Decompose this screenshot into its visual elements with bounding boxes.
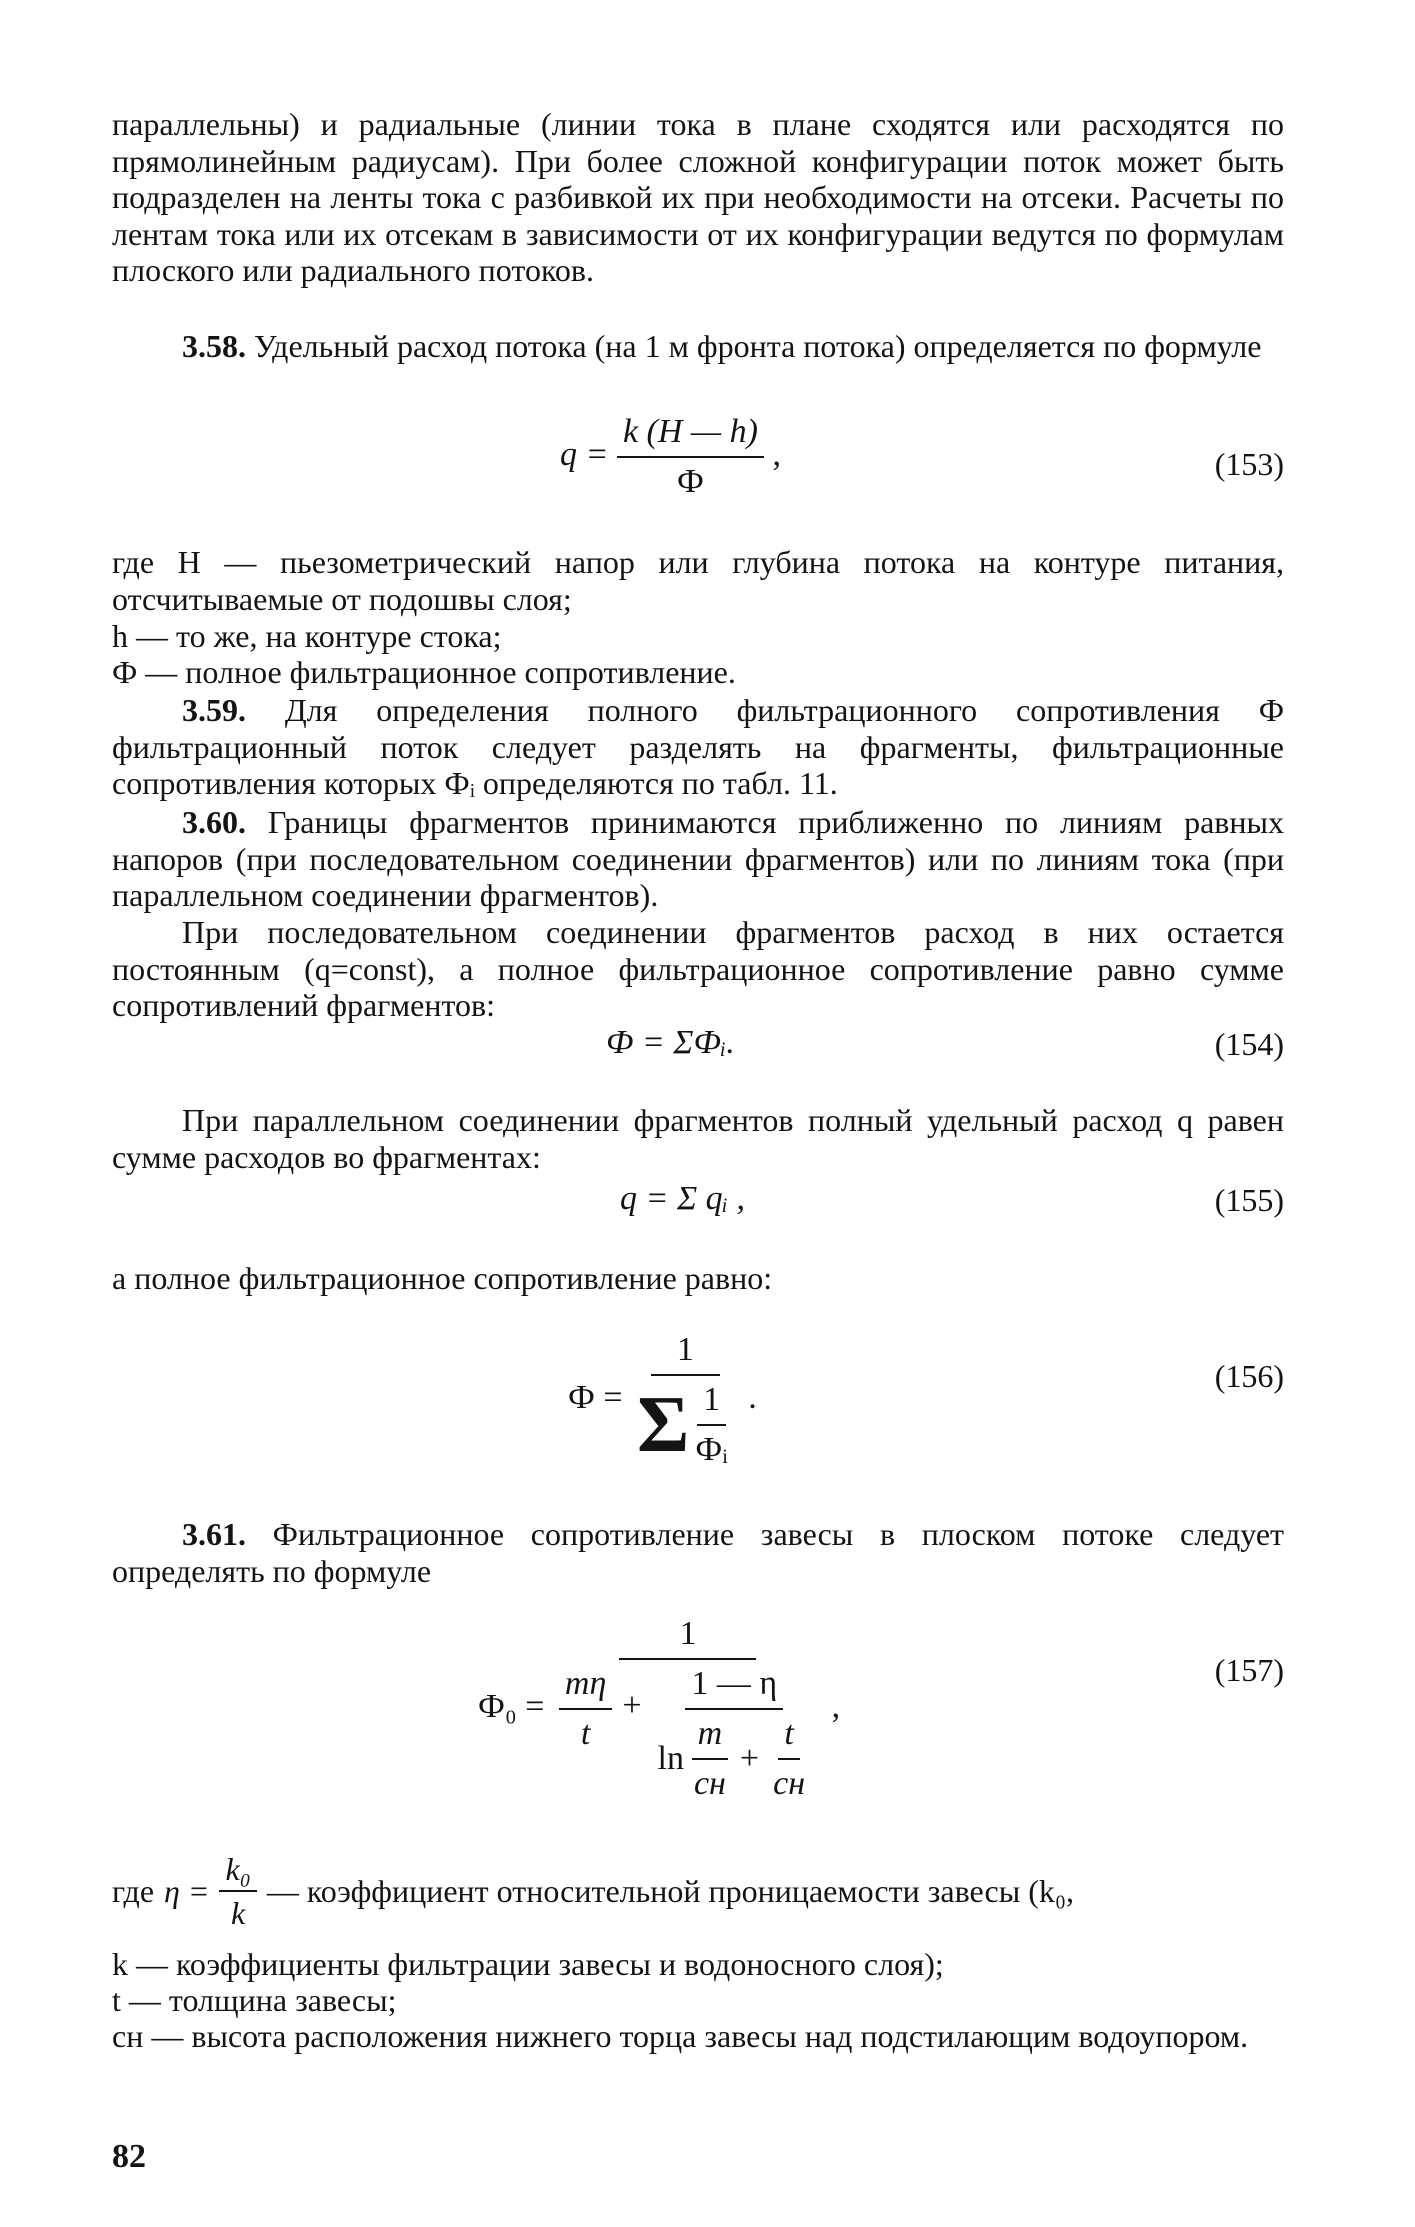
eq157-a-denominator: t <box>580 1715 591 1752</box>
eq157-plus-2: + <box>739 1740 760 1777</box>
definition-k: k — коэффициенты фильтрации завесы и водоносного слоя); <box>112 1946 944 1982</box>
eta-numerator: k₀ <box>219 1852 256 1892</box>
paragraph-3-60 <box>112 804 1284 914</box>
paragraph-3-58-text: Удельный расход потока (на 1 м фронта потока) определяется по формуле <box>246 328 1262 364</box>
eq157-first-term <box>559 1664 612 1754</box>
equation-155: q = Σ qᵢ , <box>620 1180 746 1217</box>
definition-eta-prefix: где <box>112 1873 155 1909</box>
eq156-fraction <box>631 1330 740 1470</box>
paragraph-intro: параллельны) и радиальные (линии тока в плане сходятся или расходятся по прямолинейным радиусам). При более сложной конфигурации поток может быть подразделен на ленты тока с разбивкой их при необходимости на отсеки. Расчеты по лентам тока или их отсекам в зависимости от их конфигурации ведутся по формулам плоского или радиального потоков. <box>112 106 1284 288</box>
eq157-m: m <box>692 1714 729 1760</box>
eq157-m-over-cn <box>688 1714 732 1804</box>
paragraph-3-59 <box>112 692 1284 802</box>
eq157-t-over-cn <box>767 1714 811 1804</box>
eq153-fraction <box>617 412 764 502</box>
equation-157 <box>478 1614 840 1804</box>
equation-number-155: (155) <box>1214 1182 1284 1218</box>
paragraph-3-60-text: Границы фрагментов принимаются приближенно по линиям равных напоров (при последовательном соединении фрагментов) или по линиям тока (при параллельном соединении фрагментов). <box>112 804 1284 913</box>
section-number-3-58: 3.58. <box>182 328 246 364</box>
definition-cn: cн — высота расположения нижнего торца завесы над подстилающим водоупором. <box>112 2018 1249 2054</box>
eq157-denominator <box>553 1660 823 1804</box>
paragraph-3-59-text: Для определения полного фильтрационного сопротивления Ф фильтрационный поток следует разделять на фрагменты, фильтрационные сопротивления которых Фᵢ определяются по табл. 11. <box>112 692 1284 801</box>
eq153-lhs: q = <box>560 435 609 473</box>
eq156-tail: . <box>748 1378 757 1416</box>
definition-t: t — толщина завесы; <box>112 1982 397 2018</box>
eq157-lhs: Ф₀ = <box>478 1687 545 1725</box>
eq153-denominator: Ф <box>677 463 704 500</box>
equation-number-157: (157) <box>1214 1652 1284 1688</box>
eq157-plus: + <box>622 1687 642 1724</box>
equation-154: Ф = ΣФᵢ. <box>606 1024 735 1061</box>
definition-h: h — то же, на контуре стока; <box>112 618 502 654</box>
eq153-tail: , <box>772 435 781 473</box>
section-number-3-60: 3.60. <box>182 804 246 840</box>
eq157-second-term <box>652 1664 818 1804</box>
eq156-inner-numerator: 1 <box>697 1380 726 1426</box>
eta-fraction <box>219 1852 256 1930</box>
section-number-3-61: 3.61. <box>182 1516 246 1552</box>
eq156-numerator: 1 <box>651 1330 720 1376</box>
page-number: 82 <box>112 2138 146 2175</box>
eq157-cn: cн <box>693 1765 726 1802</box>
eta-lhs: η = <box>164 1873 210 1909</box>
definition-eta-text: — коэффициент относительной проницаемости завесы (k₀, <box>266 1873 1074 1909</box>
equation-number-154: (154) <box>1214 1026 1284 1062</box>
eq157-b-numerator: 1 — η <box>685 1664 783 1710</box>
paragraph-3-61-text: Фильтрационное сопротивление завесы в плоском потоке следует определять по формуле <box>112 1516 1284 1589</box>
equation-156 <box>568 1330 757 1470</box>
eq153-numerator: k (H — h) <box>617 412 764 458</box>
paragraph-serial: При последовательном соединении фрагментов расход в них остается постоянным (q=const), а полное фильтрационное сопротивление равно сумме сопротивлений фрагментов: <box>112 914 1284 1023</box>
eq157-t: t <box>778 1714 799 1760</box>
definition-H: где H — пьезометрический напор или глубина потока на контуре питания, отсчитываемые от подошвы слоя; <box>112 544 1284 617</box>
section-number-3-59: 3.59. <box>182 692 246 728</box>
eq157-ln: ln <box>657 1740 684 1777</box>
equation-number-156: (156) <box>1214 1358 1284 1394</box>
paragraph-full-resistance: а полное фильтрационное сопротивление равно: <box>112 1260 773 1296</box>
eq157-cn-2: cн <box>773 1765 806 1802</box>
paragraph-parallel: При параллельном соединении фрагментов полный удельный расход q равен сумме расходов во фрагментах: <box>112 1102 1284 1175</box>
paragraph-3-61 <box>112 1516 1284 1589</box>
eq156-denominator <box>631 1376 740 1470</box>
eq157-fraction <box>553 1614 823 1804</box>
eq156-lhs: Ф = <box>568 1378 623 1416</box>
eq157-b-denominator <box>652 1710 818 1804</box>
equation-number-153: (153) <box>1214 446 1284 482</box>
definition-eta <box>112 1852 1284 1930</box>
eq157-numerator: 1 <box>619 1614 756 1660</box>
eq157-tail: , <box>831 1687 841 1725</box>
eq156-inner-denominator: Фᵢ <box>695 1431 728 1468</box>
eta-denominator: k <box>231 1895 246 1931</box>
eq156-inner-fraction <box>689 1380 733 1470</box>
paragraph-3-58 <box>112 328 1284 365</box>
definition-phi: Ф — полное фильтрационное сопротивление. <box>112 654 736 690</box>
eq156-sigma: Σ <box>637 1381 690 1469</box>
equation-153 <box>560 412 781 502</box>
eq157-a-numerator: mη <box>559 1664 612 1710</box>
